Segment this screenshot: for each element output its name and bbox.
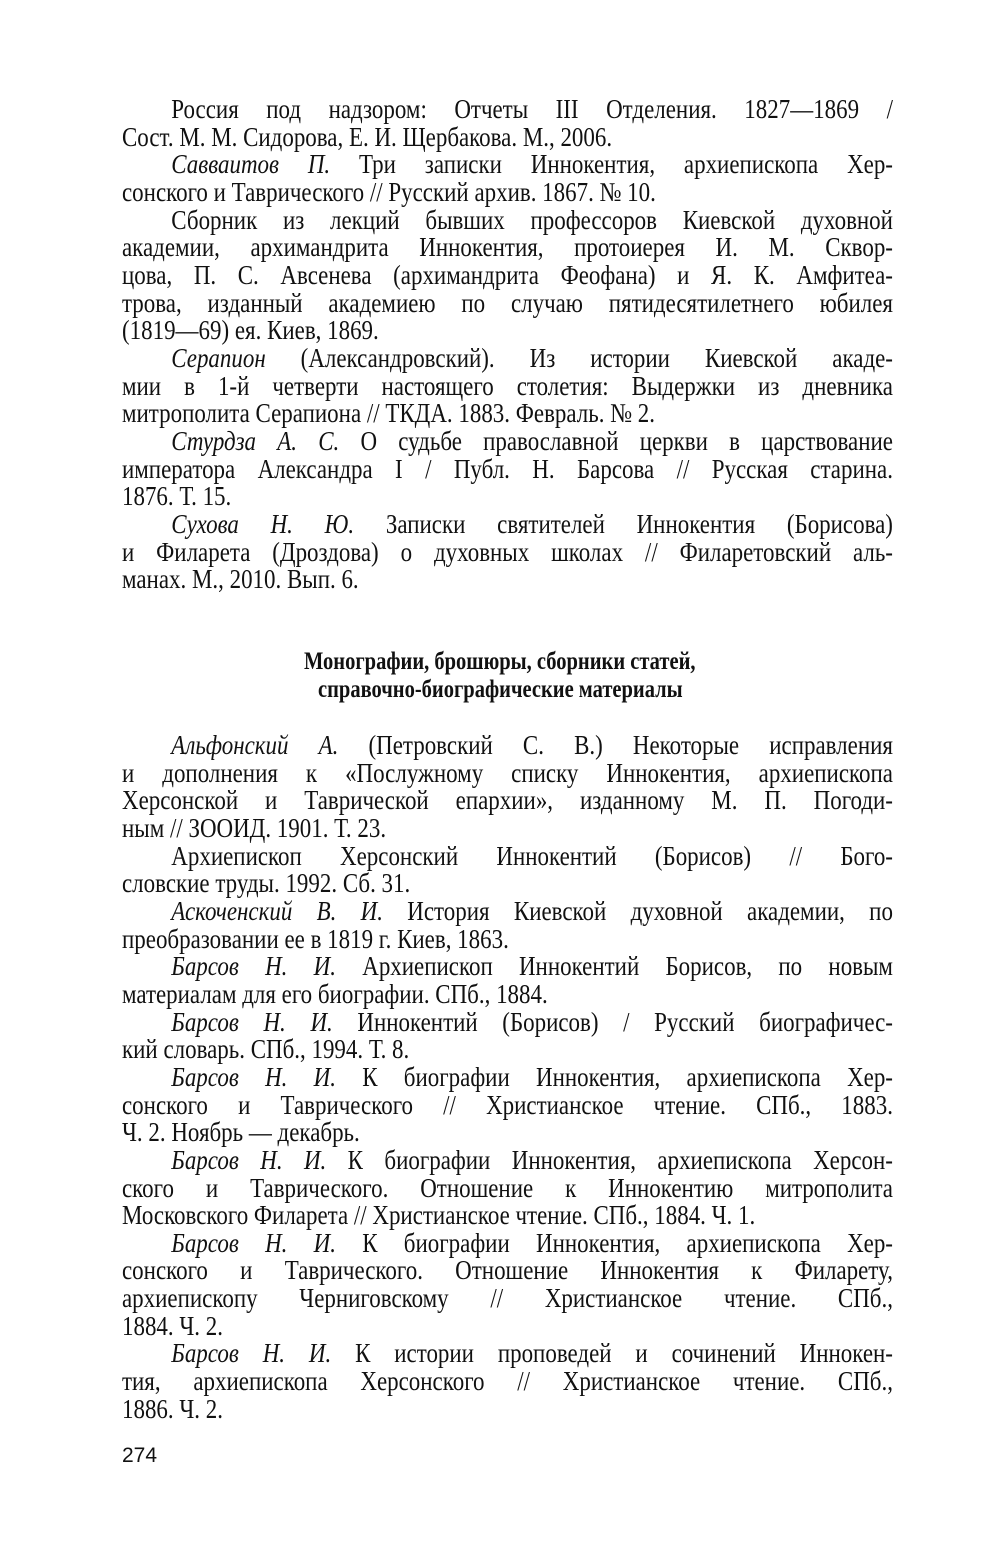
bibliography-entry (122, 151, 893, 206)
entry-author: Барсов Н. И. (171, 1061, 336, 1092)
entry-text: Сост. М. М. Сидорова, Е. И. Щербакова. М., 2006. (122, 121, 613, 152)
bibliography-entry (122, 953, 893, 1008)
entry-line (122, 234, 893, 262)
bibliography-entry (122, 204, 893, 346)
bibliography-entry (122, 342, 893, 429)
entry-line (122, 483, 893, 511)
entry-line (122, 840, 893, 871)
bibliography-entry (122, 1061, 893, 1148)
entry-text: Херсонской и Таврической епархии», изданному М. П. Погоди- (122, 785, 893, 816)
entry-line (122, 732, 893, 760)
entry-author: Сухова Н. Ю. (171, 508, 355, 539)
section-heading (0, 648, 1000, 704)
entry-text: академии, архимандрита Иннокентия, протоиерея И. М. Сквор- (122, 232, 893, 263)
entry-line (122, 400, 893, 428)
bibliography-entry (122, 840, 893, 899)
bibliography-section-primary-sources (122, 96, 893, 594)
entry-text: (Александровский). Из истории Киевской акаде- (265, 342, 893, 373)
entry-line (122, 978, 893, 1009)
entry-text: К истории проповедей и сочинений Иннокен- (331, 1338, 893, 1369)
bibliography-section-monographs (122, 732, 893, 1423)
entry-line (122, 1036, 893, 1064)
entry-line (122, 204, 893, 235)
entry-line (122, 1089, 893, 1120)
entry-text: 1876. Т. 15. (122, 481, 232, 512)
entry-text: материалам для его биографии. СПб., 1884. (122, 978, 548, 1009)
bibliography-entry (122, 96, 893, 151)
entry-author: Аскоченский В. И. (171, 895, 383, 926)
entry-line (122, 508, 893, 539)
entry-text: 1886. Ч. 2. (122, 1393, 223, 1424)
entry-author: Барсов Н. И. (171, 1144, 327, 1175)
entry-line (122, 151, 893, 179)
entry-line (122, 453, 893, 484)
entry-text: История Киевской духовной академии, по (382, 895, 893, 926)
entry-text: и Филарета (Дроздова) о духовных школах // Филаретовский аль- (122, 536, 893, 567)
entry-line (122, 1368, 893, 1396)
entry-text: 1884. Ч. 2. (122, 1310, 223, 1341)
entry-line (122, 536, 893, 567)
entry-line (122, 1257, 893, 1285)
entry-text: митрополита Серапиона // ТКДА. 1883. Февраль. № 2. (122, 398, 656, 429)
entry-line (122, 317, 893, 345)
entry-line (122, 1340, 893, 1368)
entry-text: Иннокентий (Борисов) / Русский биографичес- (332, 1006, 893, 1037)
entry-text: сонского и Таврического. Отношение Иннокентия к Филарету, (122, 1255, 893, 1286)
entry-line (122, 259, 893, 290)
entry-text: и дополнения к «Послужному списку Иннокентия, архиепископа (122, 757, 893, 788)
entry-line (122, 1172, 893, 1203)
entry-line (122, 121, 893, 152)
entry-text: О судьбе православной церкви в царствование (339, 425, 893, 456)
entry-line (122, 1119, 893, 1147)
entry-text: цова, П. С. Авсенева (архимандрита Феофана) и Я. К. Амфитеа- (122, 259, 893, 290)
entry-line (122, 370, 893, 401)
entry-text: Московского Филарета // Христианское чтение. СПб., 1884. Ч. 1. (122, 1200, 756, 1231)
entry-text: манах. М., 2010. Вып. 6. (122, 564, 359, 595)
entry-text: сонского и Таврического // Русский архив. 1867. № 10. (122, 176, 656, 207)
entry-text: Ч. 2. Ноябрь — декабрь. (122, 1117, 360, 1148)
entry-text: Три записки Иннокентия, архиепископа Хер- (330, 149, 893, 180)
bibliography-entry (122, 732, 893, 843)
entry-text: Россия под надзором: Отчеты III Отделения. 1827—1869 / (171, 94, 893, 124)
entry-text: (Петровский С. В.) Некоторые исправления (338, 730, 893, 760)
bibliography-entry (122, 1144, 893, 1231)
entry-author: Барсов Н. И. (171, 1227, 336, 1258)
entry-text: К биографии Иннокентия, архиепископа Херсон- (326, 1144, 893, 1175)
entry-line (122, 812, 893, 843)
entry-text: императора Александра I / Публ. Н. Барсова // Русская старина. (122, 453, 893, 484)
entry-text: кий словарь. СПб., 1994. Т. 8. (122, 1034, 410, 1065)
entry-text: Записки святителей Иннокентия (Борисова) (354, 508, 893, 539)
entry-line (122, 787, 893, 815)
entry-text: Сборник из лекций бывших профессоров Киевской духовной (171, 204, 893, 235)
bibliography-entry (122, 1340, 893, 1423)
bibliography-entry (122, 508, 893, 595)
entry-text: преобразовании ее в 1819 г. Киев, 1863. (122, 923, 509, 954)
entry-text: (1819—69) ея. Киев, 1869. (122, 315, 379, 346)
entry-line (122, 1202, 893, 1230)
entry-line (122, 1285, 893, 1313)
entry-text: трова, изданный академиею по случаю пятидесятилетнего юбилея (122, 287, 893, 318)
entry-text: мии в 1-й четверти настоящего столетия: Выдержки из дневника (122, 370, 893, 401)
entry-text: Архиепископ Херсонский Иннокентий (Борисов) // Бого- (171, 840, 893, 871)
entry-text: К биографии Иннокентия, архиепископа Хер- (335, 1227, 893, 1258)
entry-line (122, 176, 893, 207)
entry-text: ным // ЗООИД. 1901. Т. 23. (122, 812, 387, 843)
entry-line (122, 1006, 893, 1037)
entry-line (122, 923, 893, 954)
entry-text: Архиепископ Иннокентий Борисов, по новым (335, 951, 893, 982)
entry-line (122, 96, 893, 124)
heading-line-2: справочно-биографические материалы (317, 676, 683, 703)
entry-line (122, 1061, 893, 1092)
entry-line (122, 425, 893, 456)
entry-author: Стурдза А. С. (171, 425, 340, 456)
entry-author: Альфонский А. (171, 730, 339, 760)
entry-line (122, 870, 893, 898)
bibliography-entry (122, 1006, 893, 1065)
entry-text: ского и Таврического. Отношение к Иннокентию митрополита (122, 1172, 893, 1203)
entry-line (122, 342, 893, 373)
entry-line (122, 953, 893, 981)
bibliography-entry (122, 895, 893, 954)
entry-text: словские труды. 1992. Сб. 31. (122, 868, 411, 899)
entry-text: тия, архиепископа Херсонского // Христианское чтение. СПб., (122, 1366, 893, 1397)
entry-author: Барсов Н. И. (171, 951, 336, 982)
entry-author: Савваитов П. (171, 149, 331, 180)
page-number: 274 (122, 1444, 158, 1467)
entry-line (122, 287, 893, 318)
entry-line (122, 566, 893, 594)
entry-text: сонского и Таврического // Христианское чтение. СПб., 1883. (122, 1089, 893, 1120)
entry-line (122, 1227, 893, 1258)
entry-line (122, 1393, 893, 1424)
entry-author: Барсов Н. И. (171, 1006, 333, 1037)
bibliography-entry (122, 1227, 893, 1341)
entry-line (122, 895, 893, 926)
heading-line-1: Монографии, брошюры, сборники статей, (304, 648, 696, 675)
entry-text: архиепископу Черниговскому // Христианское чтение. СПб., (122, 1283, 893, 1314)
entry-author: Серапион (171, 342, 266, 373)
entry-author: Барсов Н. И. (171, 1338, 332, 1369)
bibliography-entry (122, 425, 893, 512)
entry-line (122, 1144, 893, 1175)
entry-line (122, 1310, 893, 1341)
entry-text: К биографии Иннокентия, архиепископа Хер- (335, 1061, 893, 1092)
entry-line (122, 757, 893, 788)
